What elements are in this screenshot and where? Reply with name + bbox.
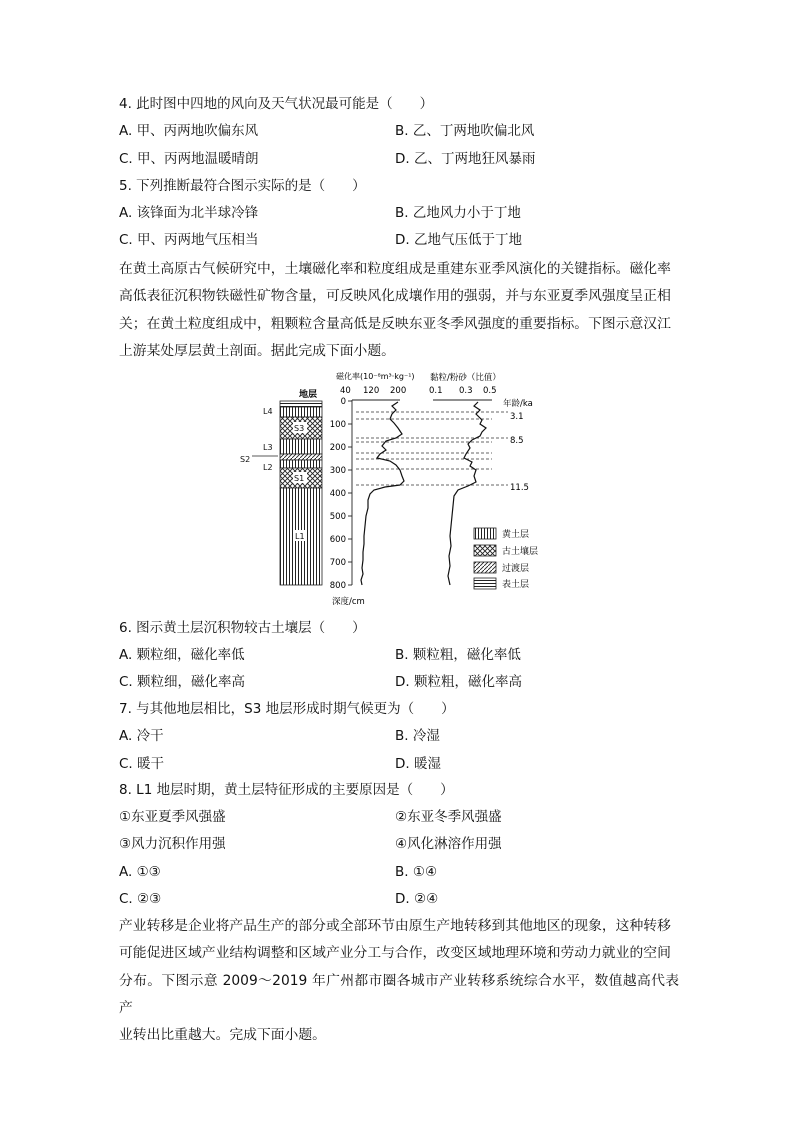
magnetic-title: 磁化率(10⁻⁸m³·kg⁻¹)	[336, 372, 415, 381]
passage-loess	[119, 256, 679, 365]
ratio-title: 黏粒/粉砂（比值）	[430, 373, 501, 383]
q7-option-a[interactable]: A. 冷干	[119, 728, 164, 744]
layer-l3	[280, 439, 322, 454]
passage-line: 在黄土高原古气候研究中，土壤磁化率和粒度组成是重建东亚季风演化的关键指标。磁化率	[119, 261, 671, 277]
ratio-tick: 0.5	[483, 386, 497, 396]
q8-option-d[interactable]: D. ②④	[395, 891, 439, 907]
legend-swatch-topsoil	[474, 578, 496, 589]
label-l1: L1	[295, 532, 305, 541]
depth-tick: 100	[329, 420, 346, 430]
mag-tick: 200	[390, 386, 407, 396]
q8-statement-3: ③风力沉积作用强	[119, 836, 226, 852]
depth-tick: 700	[329, 558, 346, 568]
layer-l4	[280, 407, 322, 417]
legend-topsoil: 表土层	[502, 580, 530, 590]
age-label: 8.5	[510, 436, 524, 446]
passage-industry-transfer	[119, 913, 679, 1049]
passage-line: 高低表征沉积物铁磁性矿物含量，可反映风化成壤作用的强弱，并与东亚夏季风强度呈正相	[119, 288, 671, 305]
magnetic-susceptibility-curve	[361, 402, 404, 585]
q6-option-d[interactable]: D. 颗粒粗，磁化率高	[395, 674, 522, 690]
q6-option-a[interactable]: A. 颗粒细，磁化率低	[119, 647, 245, 663]
q8-option-a[interactable]: A. ①③	[119, 864, 161, 880]
ratio-tick: 0.3	[459, 386, 473, 396]
q7-option-b[interactable]: B. 冷湿	[395, 728, 440, 744]
passage-line: 业转出比重越大。完成下面小题。	[119, 1027, 326, 1044]
layer-s2	[280, 454, 322, 460]
legend	[474, 528, 538, 590]
depth-tick: 0	[340, 397, 346, 407]
passage-line: 关；在黄土粒度组成中，粗颗粒含量高低是反映东亚冬季风强度的重要指标。下图示意汉江	[119, 315, 671, 332]
legend-transition: 过渡层	[502, 564, 530, 574]
q6-option-c[interactable]: C. 颗粒细，磁化率高	[119, 674, 246, 690]
q5-option-a[interactable]: A. 该锋面为北半球冷锋	[119, 205, 259, 221]
age-title: 年龄/ka	[503, 399, 533, 409]
passage-line: 可能促进区域产业结构调整和区域产业分工与合作，改变区域地理环境和劳动力就业的空间	[119, 945, 671, 962]
q8-statement-1: ①东亚夏季风强盛	[119, 809, 226, 825]
q4-option-b[interactable]: B. 乙、丁两地吹偏北风	[395, 123, 535, 139]
layer-l2	[280, 460, 322, 468]
q5-option-d[interactable]: D. 乙地气压低于丁地	[395, 232, 522, 248]
q4-option-a[interactable]: A. 甲、丙两地吹偏东风	[119, 123, 259, 139]
passage-line: 分布。下图示意 2009～2019 年广州都市圈各城市产业转移系统综合水平，数值越高代表产	[119, 972, 679, 1016]
q7-stem: 7. 与其他地层相比，S3 地层形成时期气候更为（ ）	[119, 701, 455, 717]
strata-title: 地层	[299, 390, 318, 400]
q8-option-b[interactable]: B. ①④	[395, 864, 438, 880]
q5-option-b[interactable]: B. 乙地风力小于丁地	[395, 205, 521, 221]
q7-option-d[interactable]: D. 暖湿	[395, 756, 441, 772]
q7-option-c[interactable]: C. 暖干	[119, 756, 165, 772]
depth-tick: 800	[329, 581, 346, 591]
legend-loess: 黄土层	[502, 530, 530, 540]
q6-option-b[interactable]: B. 颗粒粗，磁化率低	[395, 647, 521, 663]
depth-tick: 600	[329, 535, 346, 545]
depth-tick: 400	[329, 489, 346, 499]
mag-tick: 120	[363, 386, 380, 396]
legend-swatch-paleosol	[474, 545, 496, 556]
label-l4: L4	[263, 407, 273, 416]
legend-swatch-transition	[474, 562, 496, 573]
q4-option-c[interactable]: C. 甲、丙两地温暖晴朗	[119, 151, 259, 167]
depth-tick: 300	[329, 466, 346, 476]
age-label: 11.5	[510, 483, 529, 493]
clay-silt-ratio-curve	[448, 402, 486, 585]
depth-tick: 500	[329, 512, 346, 522]
passage-line: 上游某处厚层黄土剖面。据此完成下面小题。	[119, 342, 395, 359]
legend-swatch-loess	[474, 528, 496, 539]
depth-tick: 200	[329, 443, 346, 453]
q5-stem: 5. 下列推断最符合图示实际的是（ ）	[119, 178, 366, 194]
mag-tick: 40	[340, 386, 351, 396]
label-s1: S1	[294, 474, 305, 483]
q8-statement-2: ②东亚冬季风强盛	[395, 809, 502, 825]
q4-stem: 4. 此时图中四地的风向及天气状况最可能是（ ）	[119, 96, 434, 112]
q8-stem: 8. L1 地层时期，黄土层特征形成的主要原因是（ ）	[119, 782, 454, 798]
topsoil-layer	[280, 401, 322, 407]
q8-option-c[interactable]: C. ②③	[119, 891, 162, 907]
ratio-tick: 0.1	[429, 386, 443, 396]
age-label: 3.1	[510, 412, 524, 422]
q8-statement-4: ④风化淋溶作用强	[395, 836, 502, 852]
label-s3: S3	[294, 424, 305, 433]
label-l2: L2	[263, 463, 273, 472]
q4-option-d[interactable]: D. 乙、丁两地狂风暴雨	[395, 151, 536, 167]
depth-title: 深度/cm	[332, 597, 365, 607]
label-l3: L3	[263, 443, 273, 452]
loess-profile-figure	[240, 366, 560, 614]
q5-option-c[interactable]: C. 甲、丙两地气压相当	[119, 232, 259, 248]
passage-line: 产业转移是企业将产品生产的部分或全部环节由原生产地转移到其他地区的现象，这种转移	[119, 918, 671, 934]
q6-stem: 6. 图示黄土层沉积物较古土壤层（ ）	[119, 620, 366, 636]
label-s2: S2	[240, 455, 251, 464]
legend-paleosol: 古土壤层	[502, 547, 539, 557]
